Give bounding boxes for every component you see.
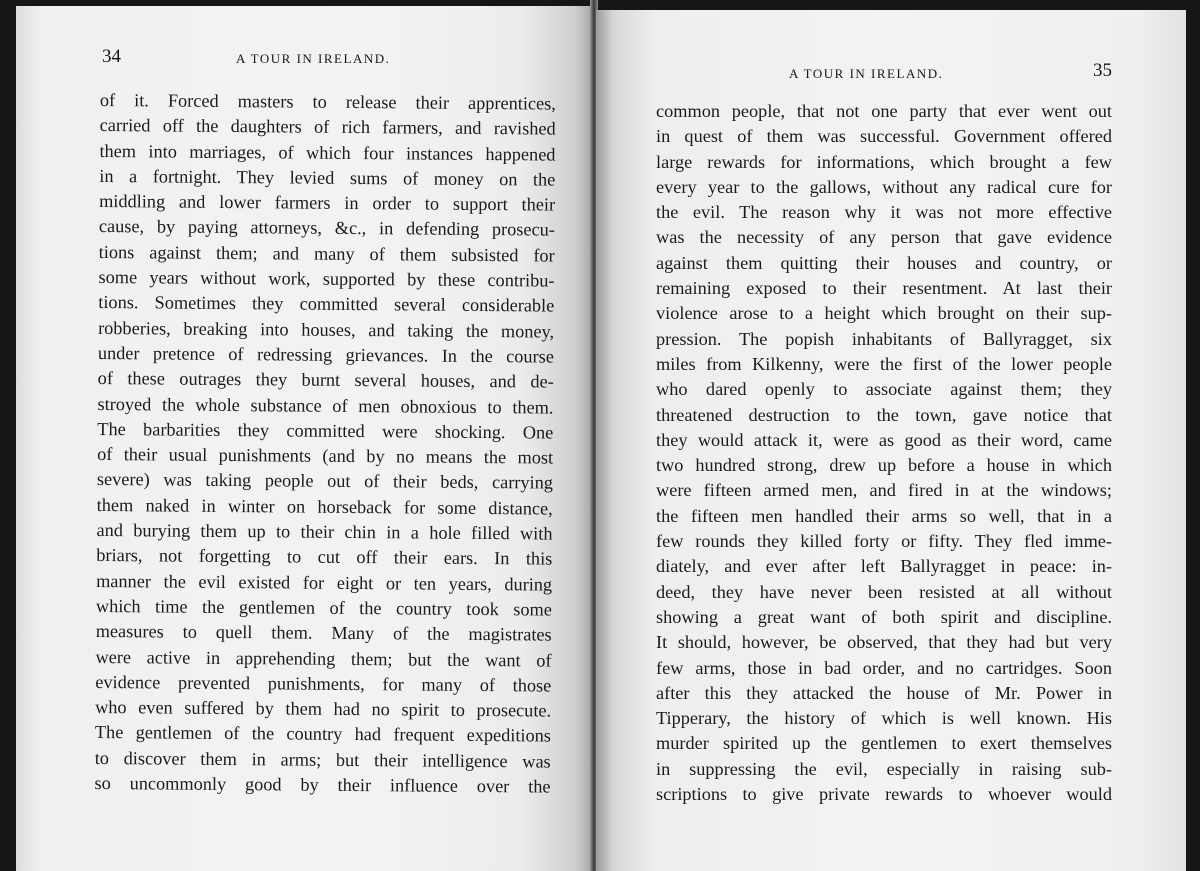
text-line: the fifteen men handled their arms so well, that in a <box>656 505 1112 526</box>
text-line: who dared openly to associate against them; they <box>656 379 1112 400</box>
text-line: evidence prevented punishments, for many of those <box>95 671 552 696</box>
text-line: who even suffered by them had no spirit to prosecute. <box>95 697 552 721</box>
text-line: deed, they have never been resisted at all without <box>656 581 1112 602</box>
text-line: were active in apprehending them; but the want of <box>95 646 552 671</box>
text-line: in a fortnight. They levied sums of money on the <box>99 165 556 190</box>
text-line: against them quitting their houses and country, or <box>656 252 1112 273</box>
text-line: which time the gentlemen of the country took some <box>95 595 552 620</box>
running-head: A TOUR IN IRELAND. <box>236 51 391 66</box>
right-page <box>596 10 1186 871</box>
text-line: to discover them in arms; but their intelligence was <box>94 747 551 772</box>
text-line: the evil. The reason why it was not more effective <box>656 202 1112 223</box>
text-line: and burying them up to their chin in a hole filled with <box>96 520 553 544</box>
text-line: in suppressing the evil, especially in raising sub- <box>656 758 1112 779</box>
text-line: threatened destruction to the town, gave notice that <box>656 404 1112 425</box>
text-line: severe) was taking people out of their beds, carrying <box>96 469 553 494</box>
text-line: few arms, those in bad order, and no cartridges. Soon <box>656 657 1112 678</box>
text-line: Tipperary, the history of which is well known. His <box>656 708 1112 729</box>
text-line: measures to quell them. Many of the magistrates <box>95 621 552 645</box>
text-line: robberies, breaking into houses, and taking the money, <box>98 317 555 342</box>
text-line: middling and lower farmers in order to support their <box>99 191 556 215</box>
text-line: manner the evil existed for eight or ten years, during <box>96 570 553 595</box>
text-line: diately, and ever after left Ballyragget in peace: in- <box>656 556 1112 577</box>
text-line: pression. The popish inhabitants of Ballyragget, six <box>656 328 1112 349</box>
text-line: cause, by paying attorneys, &c., in defending prosecu- <box>98 216 555 241</box>
text-line: of these outrages they burnt several houses, and de- <box>97 368 554 392</box>
text-line: stroyed the whole substance of men obnoxious to them. <box>97 393 554 418</box>
text-line: scriptions to give private rewards to whoever would <box>656 784 1112 805</box>
page-number: 34 <box>102 46 121 67</box>
text-line: It should, however, be observed, that they had but very <box>656 632 1112 653</box>
text-line: under pretence of redressing grievances. In the course <box>97 342 554 367</box>
text-line: The barbarities they committed were shocking. One <box>97 418 554 443</box>
text-line: carried off the daughters of rich farmers, and ravished <box>99 115 556 139</box>
text-line: violence arose to a height which brought on their sup- <box>656 303 1112 324</box>
text-line: were fifteen armed men, and fired in at the windows; <box>656 480 1112 501</box>
text-line: tions against them; and many of them subsisted for <box>98 241 555 266</box>
text-line: The gentlemen of the country had frequent expeditions <box>94 722 552 746</box>
text-line: some years without work, supported by these contribu- <box>98 267 555 291</box>
text-line: tions. Sometimes they committed several considerable <box>98 292 555 316</box>
text-line: two hundred strong, drew up before a house in which <box>656 455 1112 476</box>
text-line: so uncommonly good by their influence over the <box>94 772 551 797</box>
text-line: miles from Kilkenny, were the first of the lower people <box>656 353 1112 374</box>
text-line: they would attack it, were as good as their word, came <box>656 429 1112 450</box>
text-line: murder spirited up the gentlemen to exert themselves <box>656 733 1112 754</box>
text-line: large rewards for informations, which brought a few <box>656 151 1112 172</box>
text-line: was the necessity of any person that gave evidence <box>656 227 1112 248</box>
text-line: every year to the gallows, without any radical cure for <box>656 176 1112 197</box>
text-line: remaining exposed to their resentment. At last their <box>656 278 1112 299</box>
text-line: few rounds they killed forty or fifty. They fled imme- <box>656 531 1112 552</box>
text-line: showing a great want of both spirit and discipline. <box>656 606 1112 627</box>
text-line: after this they attacked the house of Mr. Power in <box>656 682 1112 703</box>
running-head: A TOUR IN IRELAND. <box>789 66 944 81</box>
text-line: of their usual punishments (and by no means the most <box>97 444 554 468</box>
text-line: them naked in winter on horseback for some distance, <box>96 494 553 519</box>
text-line: in quest of them was successful. Government offered <box>656 126 1112 147</box>
text-line: of it. Forced masters to release their apprentices, <box>99 89 556 114</box>
text-line: common people, that not one party that ever went out <box>656 101 1112 121</box>
text-line: briars, not forgetting to cut off their ears. In this <box>96 545 553 569</box>
page-number: 35 <box>1093 60 1112 81</box>
text-line: them into marriages, of which four instances happened <box>99 140 556 165</box>
body-text <box>656 99 1112 807</box>
body-text <box>94 88 556 800</box>
left-page <box>16 6 592 871</box>
